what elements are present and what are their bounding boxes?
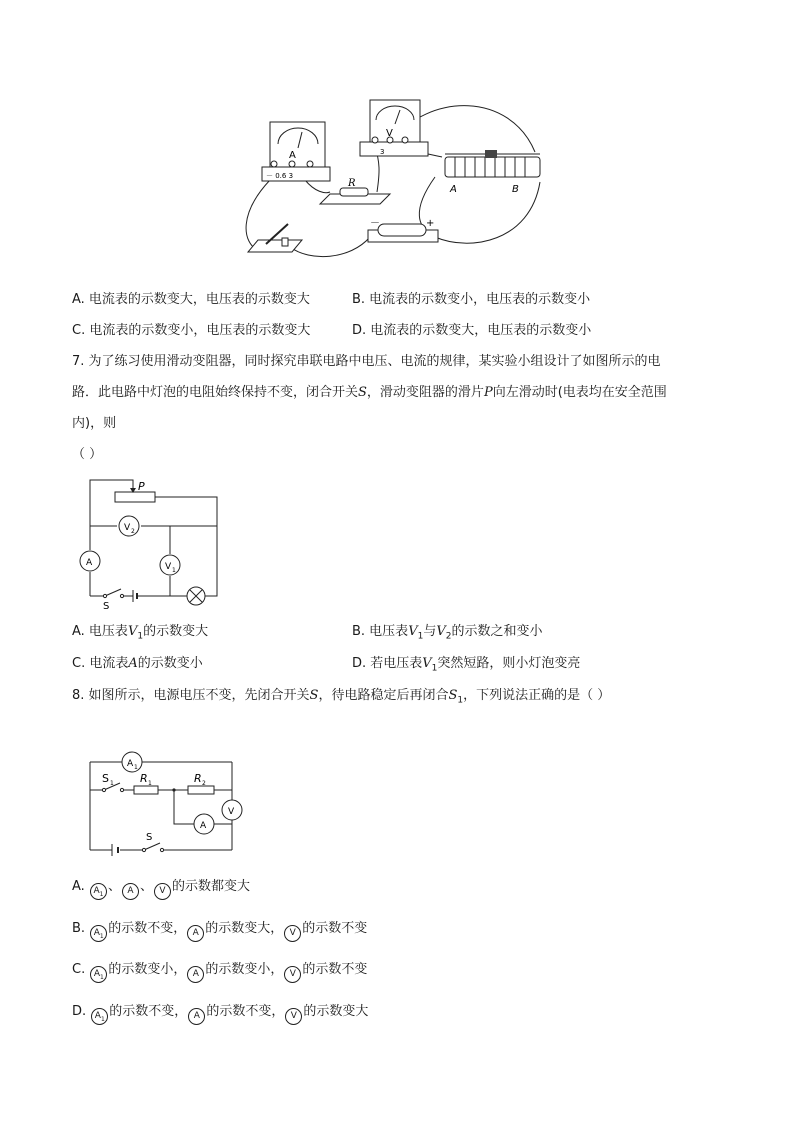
- q7-option-symbol: A: [128, 656, 138, 671]
- voltmeter-terminal: 3: [380, 148, 385, 156]
- q7-option-text: 的示数变大: [143, 624, 209, 639]
- q8-stem: [72, 687, 610, 710]
- q8-fig-R1: R: [140, 772, 148, 785]
- voltmeter-v-icon: V: [284, 966, 301, 983]
- ammeter-a-icon: A: [122, 883, 139, 900]
- q7-fig-P: P: [138, 480, 145, 493]
- q8-fig-R2: R: [194, 772, 202, 785]
- q8-option-c[interactable]: [72, 961, 367, 983]
- q8-option-label: D.: [72, 1004, 87, 1019]
- wire: [305, 180, 330, 193]
- q7-option-symbol: V: [127, 624, 138, 639]
- q7-circuit-diagram: [75, 476, 225, 611]
- ammeter-a1-icon: $A_1$: [91, 1008, 108, 1025]
- q7-option-text: B. 电压表: [352, 624, 409, 639]
- q6-option-d[interactable]: D. 电流表的示数变大，电压表的示数变小: [352, 323, 592, 338]
- q8-option-text: 的示数不变: [302, 962, 368, 977]
- q7-text: ，滑动变阻器的滑片: [366, 385, 484, 400]
- battery-minus: －: [370, 218, 380, 229]
- q7-option-c[interactable]: [72, 655, 203, 673]
- q7-option-text: 与: [423, 624, 437, 639]
- q7-option-text: 突然短路，则小灯泡变亮: [437, 656, 581, 671]
- q8-option-text: 、: [139, 879, 153, 894]
- q7-fig-V2: V: [124, 523, 131, 533]
- q8-fig-R1-sub: 1: [148, 780, 152, 787]
- q8-option-text: 的示数不变: [302, 921, 368, 936]
- voltmeter-v-icon: V: [285, 1008, 302, 1025]
- q7-option-subscript: 1: [417, 631, 424, 642]
- q8-subscript: 1: [457, 695, 464, 706]
- q7-option-b[interactable]: [352, 623, 542, 646]
- q7-text: 向左滑动时(电表均在安全范围: [492, 385, 667, 400]
- rheostat-device: [445, 150, 540, 195]
- resistor-device: [320, 178, 390, 204]
- rheostat-terminal-b: B: [512, 184, 519, 195]
- q8-fig-A: A: [200, 821, 207, 831]
- ammeter-a-icon: A: [188, 1008, 205, 1025]
- q7-option-symbol: V: [408, 624, 418, 639]
- q8-option-a[interactable]: [72, 878, 250, 900]
- q8-fig-A1: A: [127, 759, 134, 769]
- q8-option-text: 的示数变小，: [205, 962, 284, 977]
- ammeter-a1-icon: $A_1$: [90, 966, 107, 983]
- ammeter-a1-icon: $A_1$: [90, 925, 107, 942]
- q7-option-subscript: 2: [445, 631, 452, 642]
- q7-option-symbol: V: [436, 624, 446, 639]
- resistor-label: R: [348, 178, 356, 189]
- q7-stem-line1: 7. 为了练习使用滑动变阻器，同时探究串联电路中电压、电流的规律，某实验小组设计了如图所示的电: [72, 354, 661, 369]
- q7-option-d[interactable]: [352, 655, 580, 678]
- q8-option-label: C.: [72, 962, 86, 977]
- q7-option-text: D. 若电压表: [352, 656, 423, 671]
- q8-switch1-symbol: S: [448, 688, 458, 703]
- q7-option-text: C. 电流表: [72, 656, 129, 671]
- q8-option-text: 的示数不变，: [108, 921, 187, 936]
- q7-option-a[interactable]: [72, 623, 208, 646]
- rheostat-terminal-a: A: [450, 184, 457, 195]
- q8-option-b[interactable]: [72, 920, 367, 942]
- q7-stem-line2: [72, 384, 667, 402]
- q8-fig-V: V: [228, 807, 235, 817]
- q8-circuit-diagram: [82, 744, 252, 859]
- q6-option-a[interactable]: A. 电流表的示数变大，电压表的示数变大: [72, 292, 310, 307]
- voltmeter-device: [360, 100, 428, 156]
- q7-option-subscript: 1: [137, 631, 144, 642]
- q8-option-text: 的示数变小，: [108, 962, 187, 977]
- voltmeter-v-icon: V: [284, 925, 301, 942]
- q8-option-d[interactable]: [72, 1003, 368, 1025]
- battery-device: [368, 218, 438, 242]
- q7-option-symbol: V: [422, 656, 432, 671]
- q8-option-label: A.: [72, 879, 85, 894]
- q8-option-text: 的示数不变，: [109, 1004, 188, 1019]
- q8-text: ，待电路稳定后再闭合: [318, 688, 449, 703]
- q7-switch-symbol: S: [358, 385, 367, 400]
- q8-option-text: 的示数变大，: [205, 921, 284, 936]
- q8-text: 8. 如图所示，电源电压不变，先闭合开关: [72, 688, 310, 703]
- q8-fig-S1-sub: 1: [110, 780, 114, 787]
- q8-option-text: 的示数不变，: [206, 1004, 285, 1019]
- q7-fig-V1: V: [165, 562, 172, 572]
- q7-option-text: A. 电压表: [72, 624, 128, 639]
- q8-option-text: 的示数变大: [303, 1004, 369, 1019]
- q7-stem-line3: 内)，则: [72, 416, 117, 431]
- circuit-figure-physical: [230, 92, 570, 262]
- q7-answer-paren[interactable]: （ ）: [72, 447, 103, 462]
- q8-text: ，下列说法正确的是（ ）: [463, 688, 611, 703]
- lamp-icon: [187, 587, 205, 605]
- ammeter-terminals: － 0.6 3: [266, 172, 294, 180]
- q7-fig-S: S: [103, 601, 110, 611]
- q7-text: 路．此电路中灯泡的电阻始终保持不变，闭合开关: [72, 385, 359, 400]
- q7-fig-V1-sub: 1: [172, 567, 176, 574]
- ammeter-a-icon: A: [187, 925, 204, 942]
- q8-fig-R2-sub: 2: [202, 780, 206, 787]
- q8-fig-S: S: [146, 832, 153, 843]
- q6-option-c[interactable]: C. 电流表的示数变小，电压表的示数变大: [72, 323, 311, 338]
- ammeter-label: A: [289, 150, 296, 161]
- battery-plus: +: [426, 218, 435, 229]
- voltmeter-v-icon: V: [154, 883, 171, 900]
- voltmeter-label: V: [386, 128, 393, 139]
- q8-option-text: 的示数都变大: [171, 879, 250, 894]
- ammeter-device: [262, 122, 330, 181]
- ammeter-a-icon: A: [187, 966, 204, 983]
- q8-fig-A1-sub: 1: [134, 764, 138, 771]
- switch-device: [248, 224, 302, 252]
- q8-switch-symbol: S: [309, 688, 319, 703]
- q6-option-b[interactable]: B. 电流表的示数变小，电压表的示数变小: [352, 292, 591, 307]
- q8-option-label: B.: [72, 921, 86, 936]
- q7-slider-symbol: P: [483, 385, 493, 400]
- ammeter-a1-icon: $A_1$: [90, 883, 107, 900]
- q7-option-subscript: 1: [431, 663, 438, 674]
- q7-option-text: 的示数之和变小: [451, 624, 543, 639]
- q7-option-text: 的示数变小: [137, 656, 203, 671]
- q8-fig-S1: S: [102, 772, 109, 785]
- q7-fig-A: A: [86, 558, 93, 568]
- q8-option-text: 、: [107, 879, 121, 894]
- q7-fig-V2-sub: 2: [131, 528, 135, 535]
